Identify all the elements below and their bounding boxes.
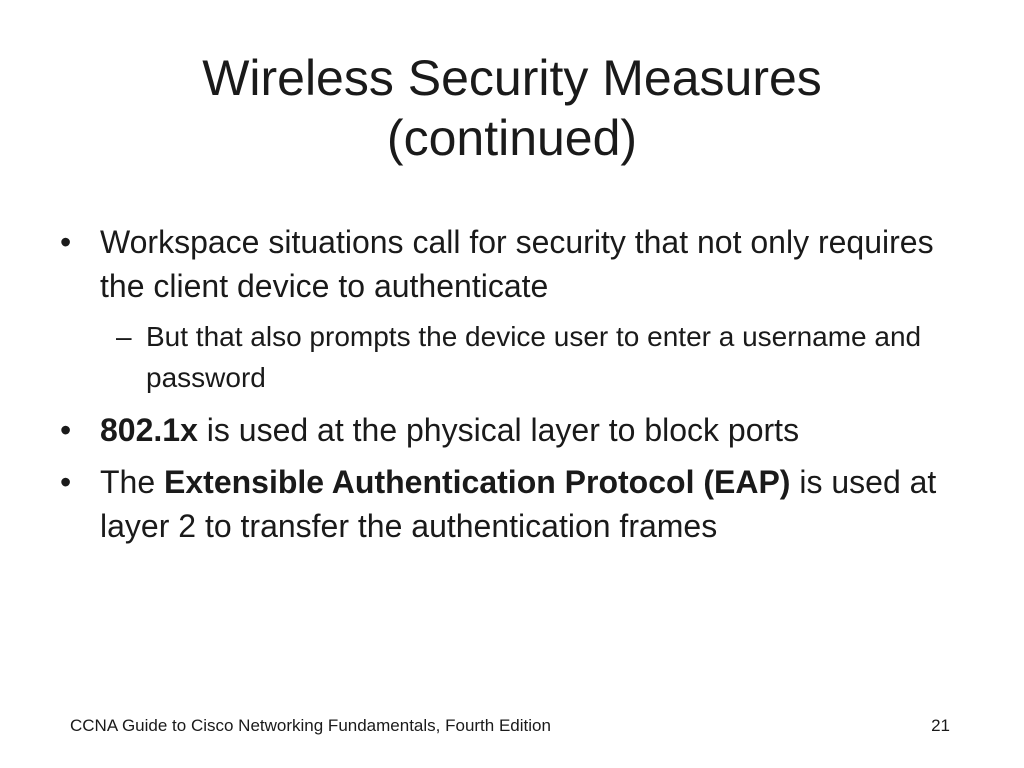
bullet-text: is used at layer 2 to transfer the authentication frames xyxy=(100,464,937,544)
bullet-text: Workspace situations call for security that not only requires the client device to authenticate xyxy=(100,224,934,304)
slide-title-line-2: (continued) xyxy=(386,110,638,166)
sub-bullet-marker: – xyxy=(116,321,132,352)
page-number: 21 xyxy=(931,716,950,735)
bullet-text-prefix: The xyxy=(100,464,165,500)
sub-bullet-item-1 xyxy=(60,316,970,398)
bullet-text: is used at the physical layer to block ports xyxy=(197,412,800,448)
sub-bullet-text: But that also prompts the device user to enter a username and password xyxy=(146,321,922,393)
bullet-marker: • xyxy=(60,224,72,260)
bullet-marker: • xyxy=(60,412,72,448)
bullet-marker: • xyxy=(60,464,72,500)
slide-title-line-1: Wireless Security Measures xyxy=(202,50,822,106)
bullet-bold-term: Extensible Authentication Protocol (EAP) xyxy=(164,464,791,500)
bullet-item-3 xyxy=(60,460,970,548)
slide-footer: CCNA Guide to Cisco Networking Fundamentals, Fourth Edition xyxy=(70,716,551,735)
slide-title xyxy=(80,48,944,168)
slide-body xyxy=(60,220,970,556)
bullet-item-2 xyxy=(60,408,970,452)
bullet-bold-term: 802.1x xyxy=(100,412,198,448)
bullet-item-1 xyxy=(60,220,970,308)
